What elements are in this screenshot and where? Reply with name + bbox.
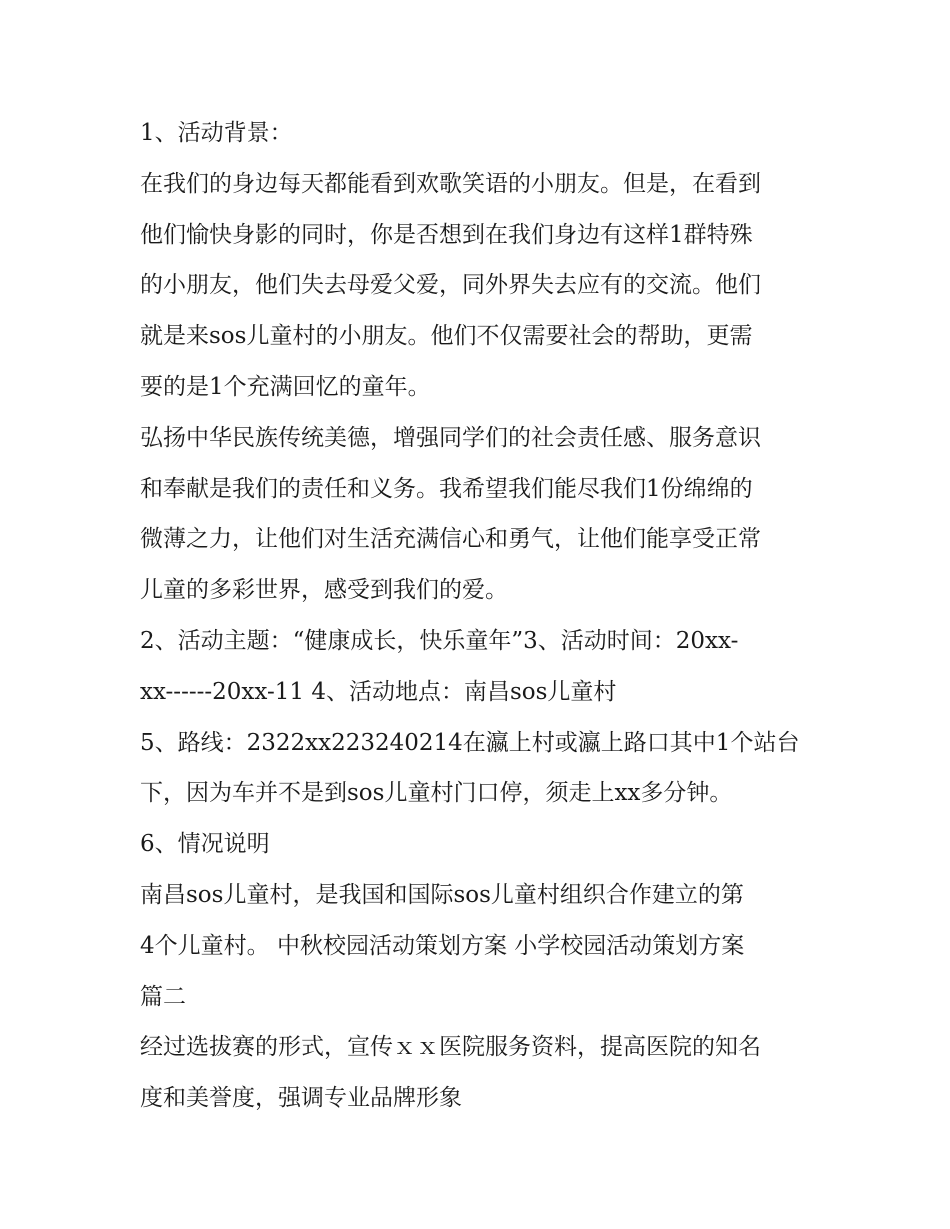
paragraph-line: 经过选拔赛的形式，宣传ｘｘ医院服务资料，提高医院的知名 bbox=[140, 1034, 761, 1061]
section-heading-route: 5、路线：2322xx223240214在瀛上村或瀛上路口其中1个站台 bbox=[140, 729, 800, 756]
document-body bbox=[140, 108, 820, 1124]
section-heading-description: 6、情况说明 bbox=[140, 831, 270, 858]
paragraph-line: 弘扬中华民族传统美德，增强同学们的社会责任感、服务意识 bbox=[140, 424, 761, 451]
paragraph-line: 南昌sos儿童村，是我国和国际sos儿童村组织合作建立的第 bbox=[140, 881, 744, 908]
paragraph-line: 的小朋友，他们失去母爱父爱，同外界失去应有的交流。他们 bbox=[140, 272, 761, 299]
paragraph-line: 微薄之力，让他们对生活充满信心和勇气，让他们能享受正常 bbox=[140, 526, 761, 553]
paragraph-line: 和奉献是我们的责任和义务。我希望我们能尽我们1份绵绵的 bbox=[140, 475, 753, 502]
paragraph-line: 要的是1个充满回忆的童年。 bbox=[140, 373, 431, 400]
paragraph-line: 篇二 bbox=[140, 983, 186, 1010]
paragraph-line: 度和美誉度，强调专业品牌形象 bbox=[140, 1085, 462, 1112]
paragraph-line: 4个儿童村。 中秋校园活动策划方案 小学校园活动策划方案 bbox=[140, 932, 745, 959]
section-heading-theme: 2、活动主题：“健康成长，快乐童年”3、活动时间：20xx- bbox=[140, 627, 739, 654]
paragraph-line: 儿童的多彩世界，感受到我们的爱。 bbox=[140, 577, 508, 604]
paragraph-line: xx------20xx-11 4、活动地点：南昌sos儿童村 bbox=[140, 678, 617, 705]
paragraph-line: 就是来sos儿童村的小朋友。他们不仅需要社会的帮助，更需 bbox=[140, 323, 753, 350]
paragraph-line: 下，因为车并不是到sos儿童村门口停，须走上xx多分钟。 bbox=[140, 780, 733, 807]
section-heading-background: 1、活动背景： bbox=[140, 120, 293, 146]
paragraph-line: 他们愉快身影的同时，你是否想到在我们身边有这样1群特殊 bbox=[140, 221, 753, 248]
paragraph-line: 在我们的身边每天都能看到欢歌笑语的小朋友。但是，在看到 bbox=[140, 170, 761, 197]
